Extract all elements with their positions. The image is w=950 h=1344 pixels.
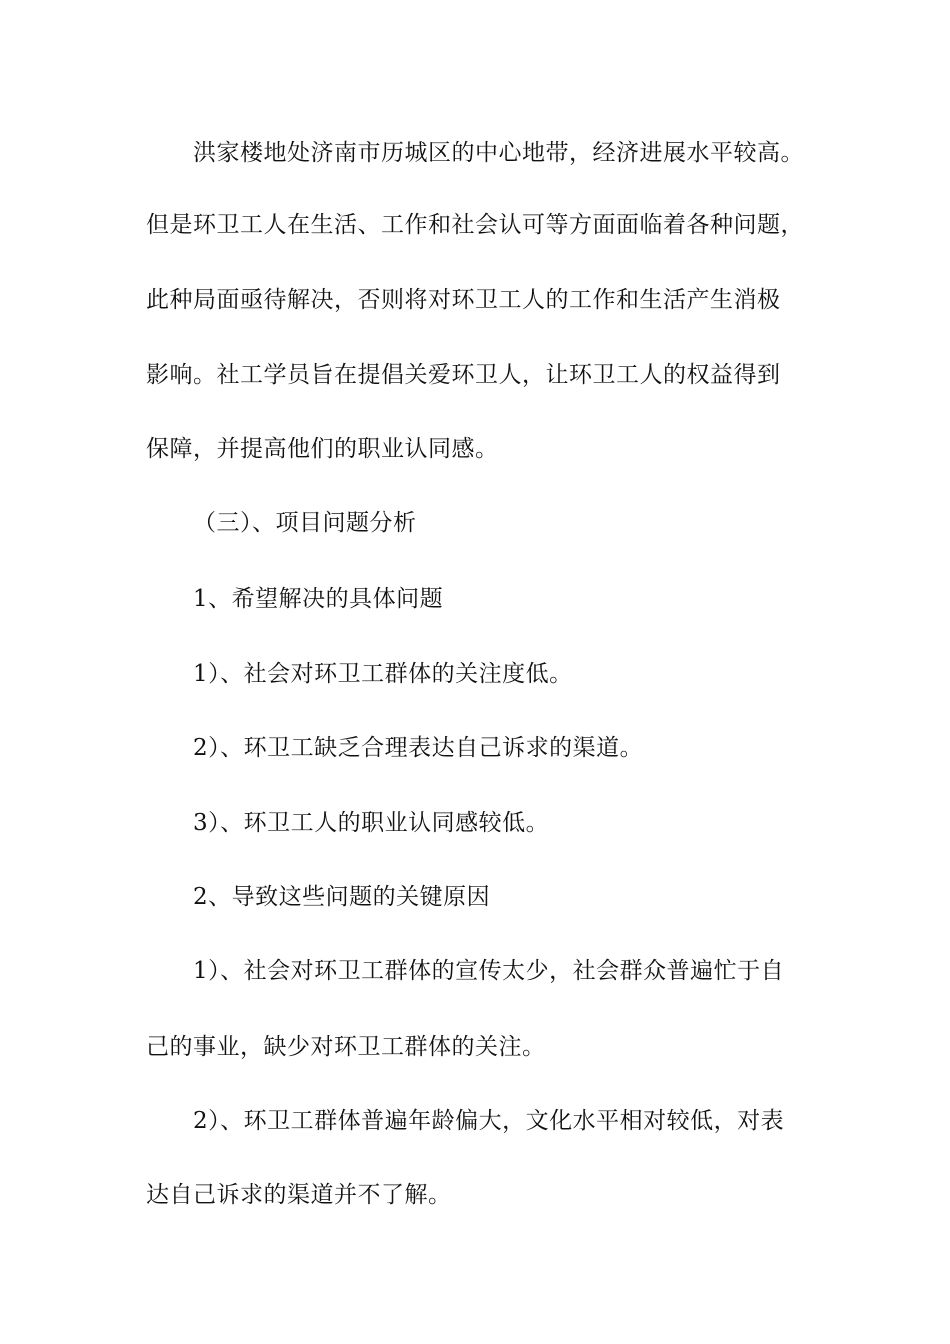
paragraph-line: 此种局面亟待解决，否则将对环卫工人的工作和生活产生消极: [146, 287, 781, 313]
section-heading: （三）、项目问题分析: [193, 510, 417, 536]
subsection-heading: 1、希望解决的具体问题: [193, 586, 444, 612]
list-item: 1）、社会对环卫工群体的关注度低。: [193, 661, 573, 687]
list-item: 3）、环卫工人的职业认同感较低。: [193, 810, 550, 836]
paragraph-line: 保障，并提高他们的职业认同感。: [146, 436, 499, 462]
list-item: 2）、环卫工群体普遍年龄偏大，文化水平相对较低，对表: [193, 1108, 785, 1134]
paragraph-line: 洪家楼地处济南市历城区的中心地带，经济进展水平较高。: [193, 140, 804, 166]
paragraph-line: 影响。社工学员旨在提倡关爱环卫人，让环卫工人的权益得到: [146, 362, 781, 388]
list-item: 2）、环卫工缺乏合理表达自己诉求的渠道。: [193, 735, 644, 761]
subsection-heading: 2、导致这些问题的关键原因: [193, 884, 491, 910]
list-item-continuation: 达自己诉求的渠道并不了解。: [146, 1182, 452, 1208]
list-item: 1）、社会对环卫工群体的宣传太少，社会群众普遍忙于自: [193, 958, 785, 984]
paragraph-line: 但是环卫工人在生活、工作和社会认可等方面面临着各种问题，: [146, 212, 804, 238]
list-item-continuation: 己的事业，缺少对环卫工群体的关注。: [146, 1034, 546, 1060]
